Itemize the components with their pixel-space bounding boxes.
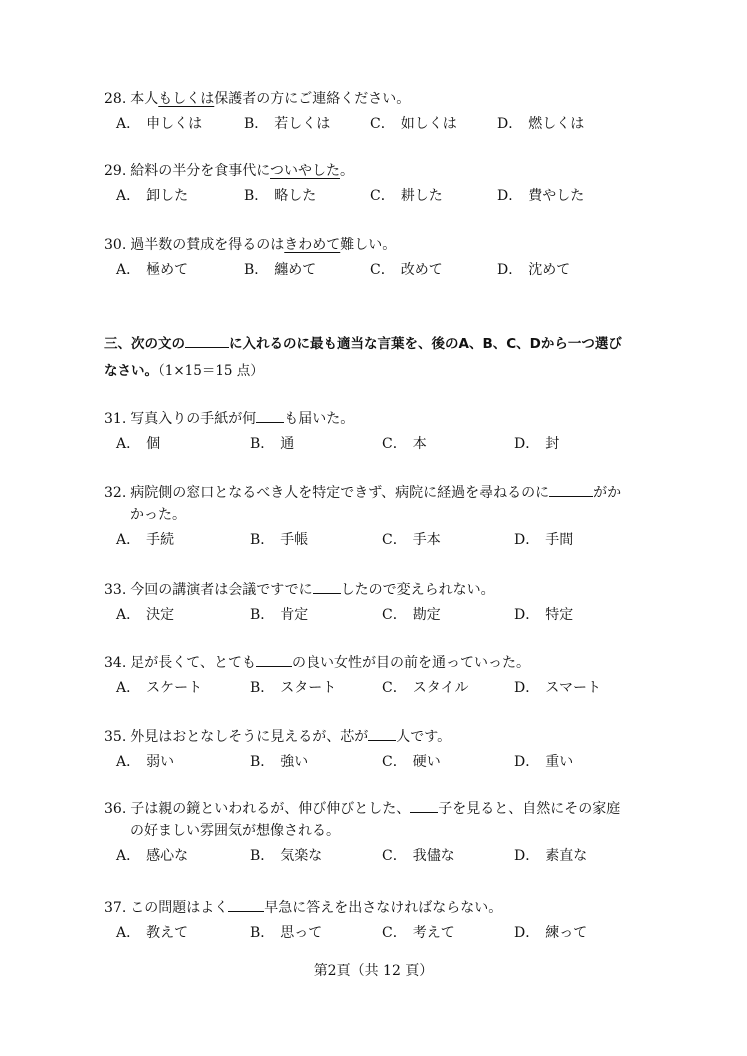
question-28 <box>104 88 664 137</box>
option-d: D． 燃しくは <box>497 116 585 132</box>
blank-line <box>549 482 593 497</box>
option-a: A． スケート <box>116 680 203 696</box>
option-c: C． 勘定 <box>382 607 441 623</box>
option-c: C． 如しくは <box>370 116 457 132</box>
option-d: D． 重い <box>514 754 574 770</box>
question-stem-continued: かった。 <box>130 507 186 523</box>
option-c: C． 我儘な <box>382 848 455 864</box>
blank-line <box>256 652 292 667</box>
option-b: B． 若しくは <box>244 116 331 132</box>
blank-line <box>410 798 438 813</box>
option-a: A． 決定 <box>116 607 175 623</box>
question-stem: 37. この問題はよく 早急に答えを出さなければならない。 <box>104 897 664 919</box>
question-stem <box>104 234 664 256</box>
stem-text: 給料の半分を食事代に <box>130 163 270 179</box>
blank-line <box>185 333 229 348</box>
stem-text: 難しい。 <box>340 237 397 253</box>
blank-line <box>368 726 396 741</box>
underlined-word: ついやした <box>270 163 340 179</box>
option-d: D． 素直な <box>514 848 588 864</box>
question-33 <box>104 579 664 628</box>
stem-text: 保護者の方にご連絡ください。 <box>214 91 411 107</box>
section-heading-line-1: 三、次の文の に入れるのに最も適当な言葉を、後のA、B、C、Dから一つ選び <box>104 331 664 358</box>
options <box>104 845 664 869</box>
question-stem-continued: の好ましい雰囲気が想像される。 <box>130 823 340 839</box>
option-b: B． 気楽な <box>250 848 323 864</box>
underlined-word: もしくは <box>158 91 215 107</box>
question-number: 29. <box>104 163 127 179</box>
option-a: A． 手続 <box>116 532 175 548</box>
options <box>104 529 664 553</box>
page-footer: 第2頁（共 12 頁） <box>313 963 434 979</box>
option-b: B． 手帳 <box>250 532 309 548</box>
question-number: 37. <box>104 900 127 916</box>
question-number: 34. <box>104 655 127 671</box>
question-stem: 32. 病院側の窓口となるべき人を特定できず、病院に経過を尋ねるのに がか <box>104 482 664 504</box>
question-35 <box>104 726 664 775</box>
question-number: 32. <box>104 485 127 501</box>
question-stem: 33. 今回の講演者は会議ですでに したので変えられない。 <box>104 579 664 601</box>
question-stem <box>104 88 664 110</box>
option-d: D． スマート <box>514 680 601 696</box>
option-c: C． 耕した <box>370 188 443 204</box>
stem-text: 過半数の賛成を得るのは <box>130 237 285 253</box>
question-number: 36. <box>104 801 127 817</box>
option-c: C． 改めて <box>370 262 443 278</box>
blank-line <box>228 897 264 912</box>
section-points: （1×15＝15 点） <box>158 363 264 379</box>
question-30 <box>104 234 664 283</box>
question-34 <box>104 652 664 701</box>
question-31 <box>104 408 664 457</box>
option-b: B． 通 <box>250 436 295 452</box>
option-b: B． 肯定 <box>250 607 309 623</box>
option-c: C． 本 <box>382 436 427 452</box>
question-29 <box>104 160 664 209</box>
stem-text: 本人 <box>130 91 159 107</box>
question-number: 33. <box>104 582 127 598</box>
option-a: A． 極めて <box>116 262 189 278</box>
question-32 <box>104 482 664 553</box>
blank-line <box>256 408 284 423</box>
question-stem <box>104 160 664 182</box>
options <box>104 922 664 946</box>
option-c: C． 硬い <box>382 754 441 770</box>
options <box>104 113 664 137</box>
question-36 <box>104 798 664 869</box>
underlined-word: きわめて <box>284 237 341 253</box>
section-heading-line-2: なさい。（1×15＝15 点） <box>104 363 264 379</box>
option-b: B． 纏めて <box>244 262 317 278</box>
option-b: B． 思って <box>250 925 323 941</box>
stem-text: 。 <box>340 163 354 179</box>
option-a: A． 卸した <box>116 188 189 204</box>
question-number: 30. <box>104 237 127 253</box>
option-a: A． 教えて <box>116 925 189 941</box>
option-b: B． 略した <box>244 188 317 204</box>
option-d: D． 封 <box>514 436 560 452</box>
question-number: 31. <box>104 411 127 427</box>
option-a: A． 個 <box>116 436 161 452</box>
options <box>104 259 664 283</box>
question-37 <box>104 897 664 946</box>
option-c: C． スタイル <box>382 680 469 696</box>
option-d: D． 費やした <box>497 188 585 204</box>
option-d: D． 手間 <box>514 532 574 548</box>
options <box>104 751 664 775</box>
question-number: 35. <box>104 729 127 745</box>
question-stem: 31. 写真入りの手紙が何 も届いた。 <box>104 408 664 430</box>
question-stem: 36. 子は親の鏡といわれるが、伸び伸びとした、 子を見ると、自然にその家庭 <box>104 798 664 820</box>
option-a: A． 感心な <box>116 848 189 864</box>
option-d: D． 特定 <box>514 607 574 623</box>
options <box>104 433 664 457</box>
option-b: B． 強い <box>250 754 309 770</box>
option-c: C． 考えて <box>382 925 455 941</box>
option-d: D． 沈めて <box>497 262 571 278</box>
option-b: B． スタート <box>250 680 337 696</box>
question-stem: 34. 足が長くて、とても の良い女性が目の前を通っていった。 <box>104 652 664 674</box>
blank-line <box>313 579 341 594</box>
options <box>104 185 664 209</box>
section-heading <box>104 331 664 385</box>
question-number: 28. <box>104 91 127 107</box>
option-d: D． 練って <box>514 925 588 941</box>
options <box>104 677 664 701</box>
options <box>104 604 664 628</box>
question-stem: 35. 外見はおとなしそうに見えるが、芯が 人です。 <box>104 726 664 748</box>
option-a: A． 弱い <box>116 754 175 770</box>
option-a: A． 申しくは <box>116 116 203 132</box>
option-c: C． 手本 <box>382 532 441 548</box>
